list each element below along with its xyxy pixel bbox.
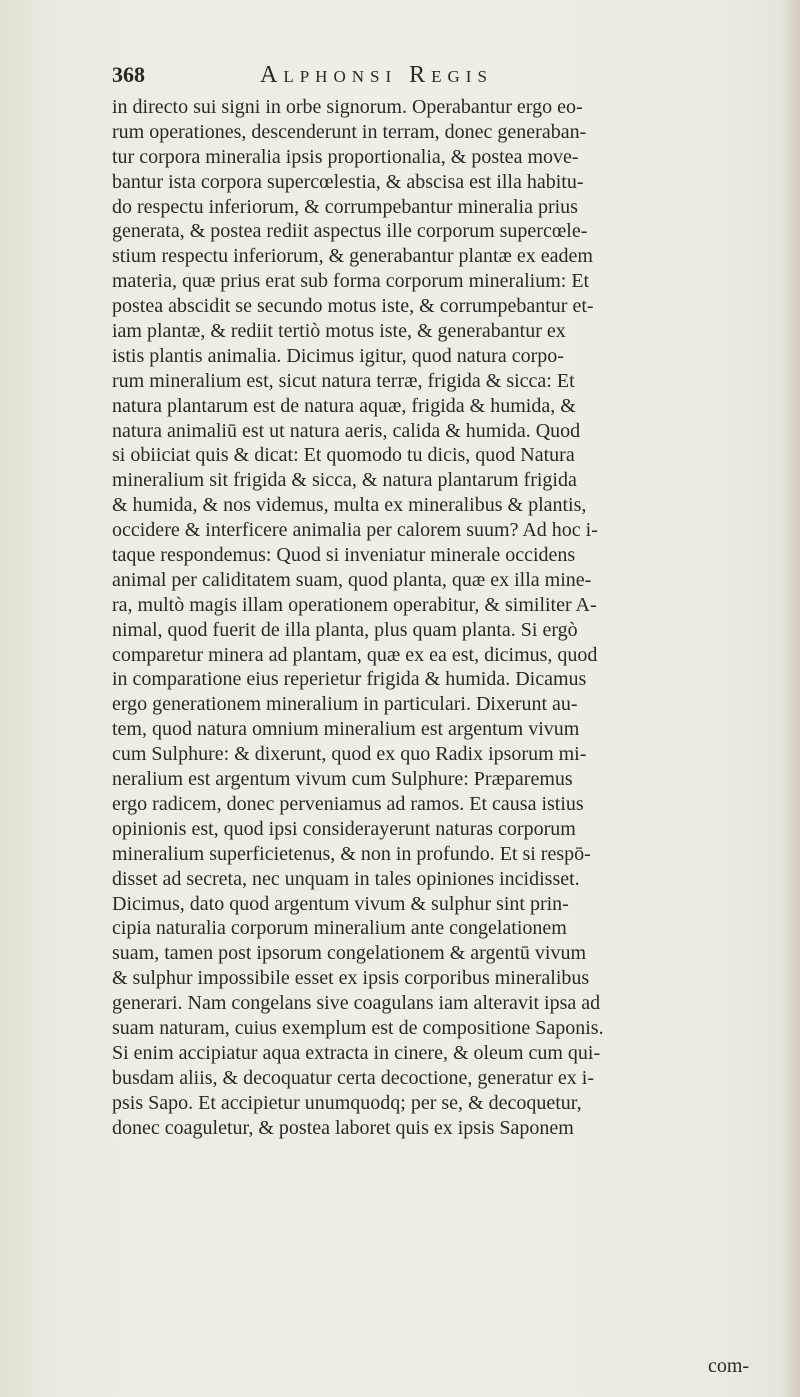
- text-line: ra, multò magis illam operationem operabitur, & similiter A-: [112, 593, 597, 616]
- text-line: mineralium sit frigida & sicca, & natura plantarum frigida: [112, 469, 577, 492]
- text-line: natura plantarum est de natura aquæ, frigida & humida, &: [112, 394, 576, 417]
- text-line: nimal, quod fuerit de illa planta, plus quam planta. Si ergò: [112, 618, 578, 641]
- text-line: donec coaguletur, & postea laboret quis ex ipsis Saponem: [112, 1116, 574, 1139]
- text-line: generata, & postea rediit aspectus ille corporum supercœle-: [112, 220, 588, 243]
- text-line: iam plantæ, & rediit tertiò motus iste, & generabantur ex: [112, 320, 566, 343]
- text-line: mineralium superficietenus, & non in profundo. Et si respō-: [112, 842, 591, 865]
- text-line: ergo generationem mineralium in particulari. Dixerunt au-: [112, 693, 578, 716]
- text-line: rum mineralium est, sicut natura terræ, frigida & sicca: Et: [112, 369, 575, 392]
- text-line: ergo radicem, donec perveniamus ad ramos. Et causa istius: [112, 792, 584, 815]
- text-line: in comparatione eius reperietur frigida & humida. Dicamus: [112, 668, 587, 691]
- text-line: taque respondemus: Quod si inveniatur minerale occidens: [112, 544, 576, 567]
- text-line: materia, quæ prius erat sub forma corporum mineralium: Et: [112, 270, 590, 293]
- page-number: 368: [112, 62, 145, 87]
- text-line: suam, tamen post ipsorum congelationem & argentū vivum: [112, 942, 586, 965]
- text-line: si obiiciat quis & dicat: Et quomodo tu dicis, quod Natura: [112, 444, 575, 467]
- text-line: & sulphur impossibile esset ex ipsis corporibus mineralibus: [112, 967, 590, 990]
- text-line: stium respectu inferiorum, & generabantur plantæ ex eadem: [112, 245, 593, 268]
- text-line: generari. Nam congelans sive coagulans iam alteravit ipsa ad: [112, 992, 601, 1015]
- text-line: in directo sui signi in orbe signorum. Operabantur ergo eo-: [112, 96, 583, 118]
- catchword: com-: [708, 1355, 750, 1377]
- page-header: [112, 62, 752, 92]
- text-line: & humida, & nos videmus, multa ex mineralibus & plantis,: [112, 494, 587, 517]
- text-line: postea abscidit se secundo motus iste, & corrumpebantur et-: [112, 295, 594, 318]
- body-text: [112, 95, 762, 1140]
- text-line: comparetur minera ad plantam, quæ ex ea est, dicimus, quod: [112, 643, 598, 666]
- text-line: bantur ista corpora supercœlestia, & abscisa est illa habitu-: [112, 170, 584, 193]
- text-line: tur corpora mineralia ipsis proportionalia, & postea move-: [112, 145, 579, 168]
- text-line: Dicimus, dato quod argentum vivum & sulphur sint prin-: [112, 892, 569, 915]
- text-line: busdam aliis, & decoquatur certa decoctione, generatur ex i-: [112, 1066, 595, 1089]
- text-line: cipia naturalia corporum mineralium ante congelationem: [112, 917, 567, 940]
- text-line: occidere & interficere animalia per calorem suum? Ad hoc i-: [112, 519, 598, 542]
- text-line: psis Sapo. Et accipietur unumquodq; per se, & decoquetur,: [112, 1091, 582, 1114]
- text-line: natura animaliū est ut natura aeris, calida & humida. Quod: [112, 419, 581, 442]
- text-line: tem, quod natura omnium mineralium est argentum vivum: [112, 718, 580, 741]
- text-line: do respectu inferiorum, & corrumpebantur mineralia prius: [112, 195, 578, 218]
- text-line: disset ad secreta, nec unquam in tales opiniones incidisset.: [112, 867, 580, 890]
- text-line: opinionis est, quod ipsi considerayerunt naturas corporum: [112, 817, 576, 840]
- text-line: cum Sulphure: & dixerunt, quod ex quo Radix ipsorum mi-: [112, 743, 587, 766]
- text-line: neralium est argentum vivum cum Sulphure: Præparemus: [112, 768, 573, 791]
- text-line: suam naturam, cuius exemplum est de compositione Saponis.: [112, 1016, 604, 1039]
- text-line: istis plantis animalia. Dicimus igitur, quod natura corpo-: [112, 344, 564, 367]
- text-line: Si enim accipiatur aqua extracta in cinere, & oleum cum qui-: [112, 1041, 601, 1064]
- text-line: animal per caliditatem suam, quod planta, quæ ex illa mine-: [112, 568, 592, 591]
- text-line: rum operationes, descenderunt in terram, donec generaban-: [112, 120, 587, 143]
- running-title: Alphonsi Regis: [260, 62, 493, 88]
